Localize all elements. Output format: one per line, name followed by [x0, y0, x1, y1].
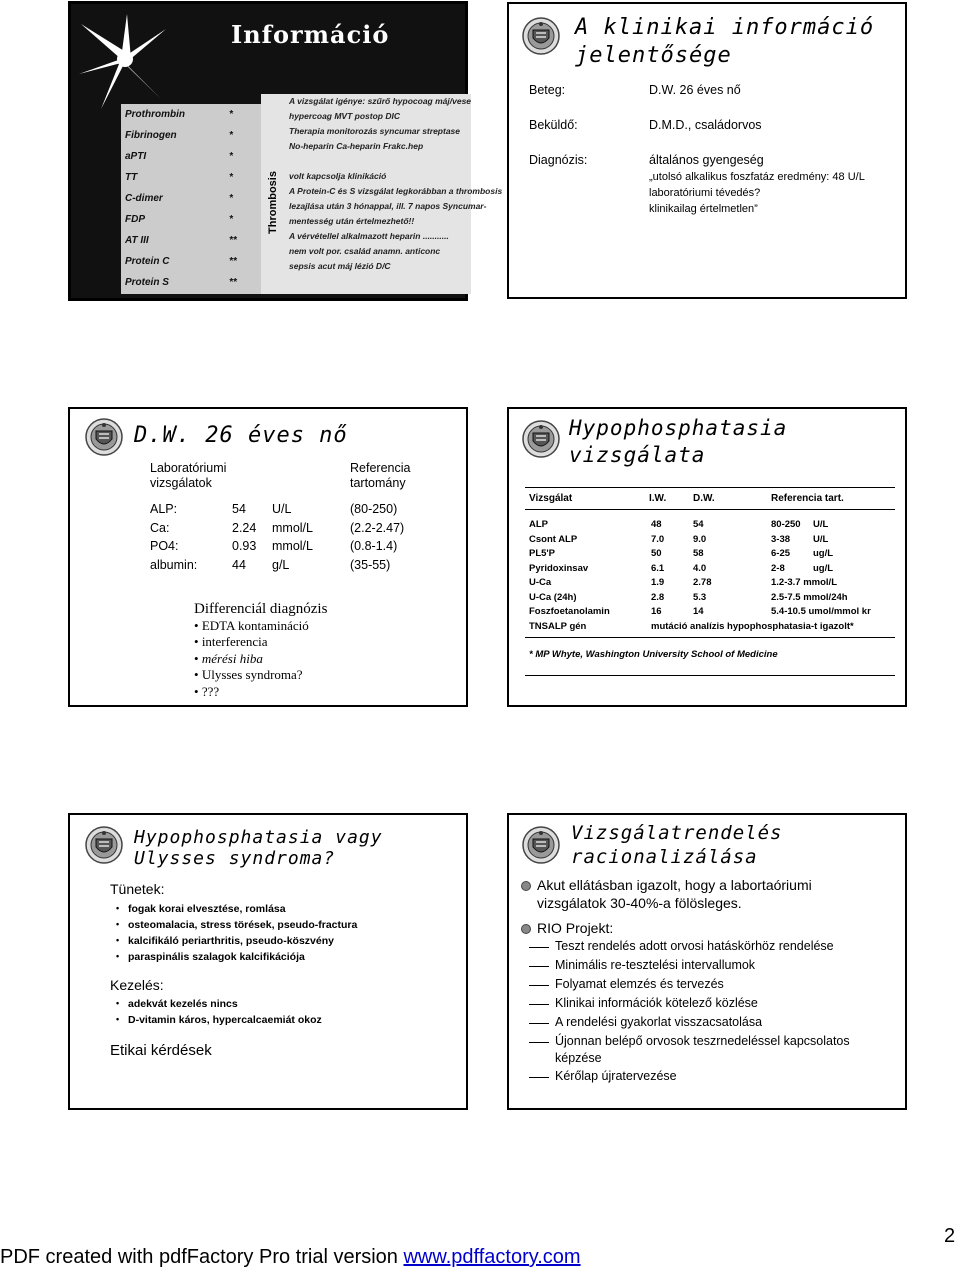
- list-item: Fibrinogen *: [125, 130, 233, 141]
- symptoms-heading: Tünetek:: [110, 881, 165, 897]
- form-line: volt kapcsolja klinikáció: [289, 171, 387, 181]
- star-burst-icon: [71, 4, 211, 114]
- list-item: Újonnan belépő orvosok teszrnedeléssel kapcsolatos képzése: [555, 1034, 850, 1065]
- list-item: aPTI *: [125, 151, 233, 162]
- lab-value: 54: [232, 502, 246, 516]
- slide-clinical-information: [507, 2, 907, 299]
- list-item: Protein S **: [125, 277, 237, 288]
- form-line: mentesség után értelmezhető!!: [289, 216, 415, 226]
- lab-reference: (0.8-1.4): [350, 539, 398, 553]
- list-item: • EDTA kontamináció: [194, 617, 309, 633]
- diagnosis-note: klinikailag értelmetlen”: [649, 203, 758, 215]
- divider: [525, 509, 895, 510]
- form-line: A Protein-C és S vizsgálat legkorábban a thrombosis: [289, 186, 503, 196]
- list-item: Protein C **: [125, 256, 237, 267]
- table-header: Referencia tart.: [771, 493, 844, 504]
- form-line: A vérvétellel alkalmazott heparin ...........: [289, 231, 449, 241]
- lab-unit: mmol/L: [272, 539, 313, 553]
- university-crest-icon: [521, 419, 561, 459]
- form-line: No-heparin Ca-heparin Frakc.hep: [289, 141, 424, 151]
- differential-diagnosis: [194, 601, 327, 700]
- list-item: FDP *: [125, 214, 233, 225]
- lab-value: 44: [232, 558, 246, 572]
- lab-unit: U/L: [272, 502, 292, 516]
- list-item: TT *: [125, 172, 233, 183]
- list-item: • Ulysses syndroma?: [194, 667, 303, 682]
- university-crest-icon: [521, 825, 561, 865]
- ethics-heading: Etikai kérdések: [110, 1042, 212, 1059]
- list-item: Prothrombin *: [125, 109, 233, 120]
- divider: [525, 675, 895, 676]
- slide-test-ordering-rationalization: [507, 813, 907, 1110]
- lab-unit: g/L: [272, 558, 290, 572]
- treatment-heading: Kezelés:: [110, 977, 164, 993]
- dash-icon: [529, 985, 549, 986]
- slide-title: D.W. 26 éves nő: [134, 423, 348, 448]
- diagnosis-note: „utolsó alkalikus foszfatáz eredmény: 48 U/L: [649, 171, 865, 183]
- slide-patient-labs: [68, 407, 468, 707]
- list-item: C-dimer *: [125, 193, 233, 204]
- slide-title: Hypophosphatasia vagy Ulysses syndroma?: [134, 827, 383, 869]
- divider: [525, 487, 895, 488]
- dash-icon: [529, 1023, 549, 1024]
- list-item: A rendelési gyakorlat visszacsatolása: [555, 1015, 763, 1029]
- dash-icon: [529, 1077, 549, 1078]
- request-form: [261, 94, 503, 294]
- list-item: Teszt rendelés adott orvosi hatáskörhöz rendelése: [555, 939, 834, 953]
- form-line: A vizsgálat igénye: szűrő hypocoag máj/vese: [289, 96, 472, 106]
- lab-name: ALP:: [150, 502, 178, 516]
- slide-hypophosphatasia-tests: Hypophosphatasia vizsgálata Vizsgálat I.W. D.W. Referencia tart. ALP 48 54 80-250 U/L Csont ALP 7.0 9.0 3-38 U/L PL5'P 50 58 6-25 ug/L Pyridoxinsav 6.1 4.0 2-8 ug/L U-Ca 1.9 2.78 1.2-3.7 mmol/L U-Ca (24h) 2.8 5.3 2.5-7.5 mmol/24h Foszfoetanolamin 16 14 5.4-10.5 umol/mmol kr TNSALP gén mutáció analízis hypophosphatasia-t igazolt* * MP Whyte, Washington University School of Medicine: [507, 407, 907, 707]
- dash-icon: [529, 947, 549, 948]
- test-list: [121, 104, 261, 294]
- lab-reference: (35-55): [350, 558, 391, 572]
- table-header: D.W.: [693, 493, 715, 504]
- dd-title: Differenciál diagnózis: [194, 601, 328, 617]
- list-item: AT III **: [125, 235, 237, 246]
- diagnosis-label: Diagnózis:: [529, 153, 588, 167]
- list-item: Klinikai információk kötelező közlése: [555, 996, 758, 1010]
- footnote: * MP Whyte, Washington University School of Medicine: [529, 649, 778, 660]
- dash-icon: [529, 1042, 549, 1043]
- column-header-tests: Laboratóriumi vizsgálatok: [150, 461, 227, 490]
- column-header-reference: Referencia tartomány: [350, 461, 411, 490]
- list-item: • D-vitamin káros, hypercalcaemiát okoz: [128, 1014, 322, 1026]
- form-line: Therapia monitorozás syncumar streptase: [289, 126, 461, 136]
- slide-title: A klinikai információ jelentősége: [575, 15, 875, 68]
- lab-name: albumin:: [150, 558, 198, 572]
- point: Akut ellátásban igazolt, hogy a labortaóriumi vizsgálatok 30-40%-a fölösleges.: [537, 877, 812, 911]
- bullet-icon: [521, 881, 531, 891]
- form-line: sepsis acut máj lézió D/C: [289, 261, 391, 271]
- dash-icon: [529, 966, 549, 967]
- lab-unit: mmol/L: [272, 521, 313, 535]
- lab-value: 2.24: [232, 521, 257, 535]
- pdf-footer: [0, 1246, 581, 1269]
- divider: [525, 637, 895, 638]
- university-crest-icon: [521, 16, 561, 56]
- list-item: • paraspinális szalagok kalcifikációja: [128, 951, 305, 963]
- table-header: Vizsgálat: [529, 493, 573, 504]
- dash-icon: [529, 1004, 549, 1005]
- patient-value: D.W. 26 éves nő: [649, 83, 741, 97]
- bullet-icon: [521, 924, 531, 934]
- page-number: 2: [944, 1225, 956, 1247]
- list-item: • mérési hiba: [194, 650, 263, 666]
- slide-hypophosphatasia-or-ulysses: [68, 813, 468, 1110]
- slide-title: Hypophosphatasia vizsgálata: [569, 416, 788, 467]
- table-header: I.W.: [649, 493, 667, 504]
- list-item: • interferencia: [194, 634, 268, 649]
- list-item: Kérőlap újratervezése: [555, 1069, 677, 1083]
- lab-name: Ca:: [150, 521, 170, 535]
- list-item: • osteomalacia, stress törések, pseudo-fractura: [128, 919, 357, 931]
- lab-reference: (80-250): [350, 502, 398, 516]
- university-crest-icon: [84, 417, 124, 457]
- slide-title: Vizsgálatrendelés racionalizálása: [571, 822, 783, 868]
- patient-label: Beteg:: [529, 83, 566, 97]
- form-line: lezajlása után 3 hónappal, ill. 7 napos Syncumar-: [289, 201, 487, 211]
- list-item: Minimális re-tesztelési intervallumok: [555, 958, 756, 972]
- footer-text: PDF created with pdfFactory Pro trial version: [0, 1246, 404, 1268]
- photo-title: Információ: [231, 20, 390, 49]
- sender-value: D.M.D., családorvos: [649, 118, 762, 132]
- diagnosis-note: laboratóriumi tévedés?: [649, 187, 761, 199]
- point: RIO Projekt:: [537, 920, 614, 936]
- sender-label: Beküldő:: [529, 118, 578, 132]
- list-item: • kalcifikáló periarthritis, pseudo-köszvény: [128, 935, 334, 947]
- form-line: hypercoag MVT postop DIC: [289, 111, 400, 121]
- diagnosis-value: általános gyengeség: [649, 153, 764, 167]
- lab-value: 0.93: [232, 539, 257, 553]
- lab-name: PO4:: [150, 539, 179, 553]
- form-line: [261, 154, 471, 169]
- slide-photo-information: [68, 1, 503, 301]
- list-item: • adekvát kezelés nincs: [128, 998, 238, 1010]
- list-item: Folyamat elemzés és tervezés: [555, 977, 724, 991]
- lab-reference: (2.2-2.47): [350, 521, 405, 535]
- thrombosis-label: Thrombosis: [267, 171, 279, 234]
- university-crest-icon: [84, 825, 124, 865]
- list-item: • ???: [194, 683, 220, 699]
- pdffactory-link[interactable]: www.pdffactory.com: [403, 1246, 581, 1268]
- list-item: • fogak korai elvesztése, romlása: [128, 903, 286, 915]
- form-line: nem volt por. család anamn. anticonc: [289, 246, 441, 256]
